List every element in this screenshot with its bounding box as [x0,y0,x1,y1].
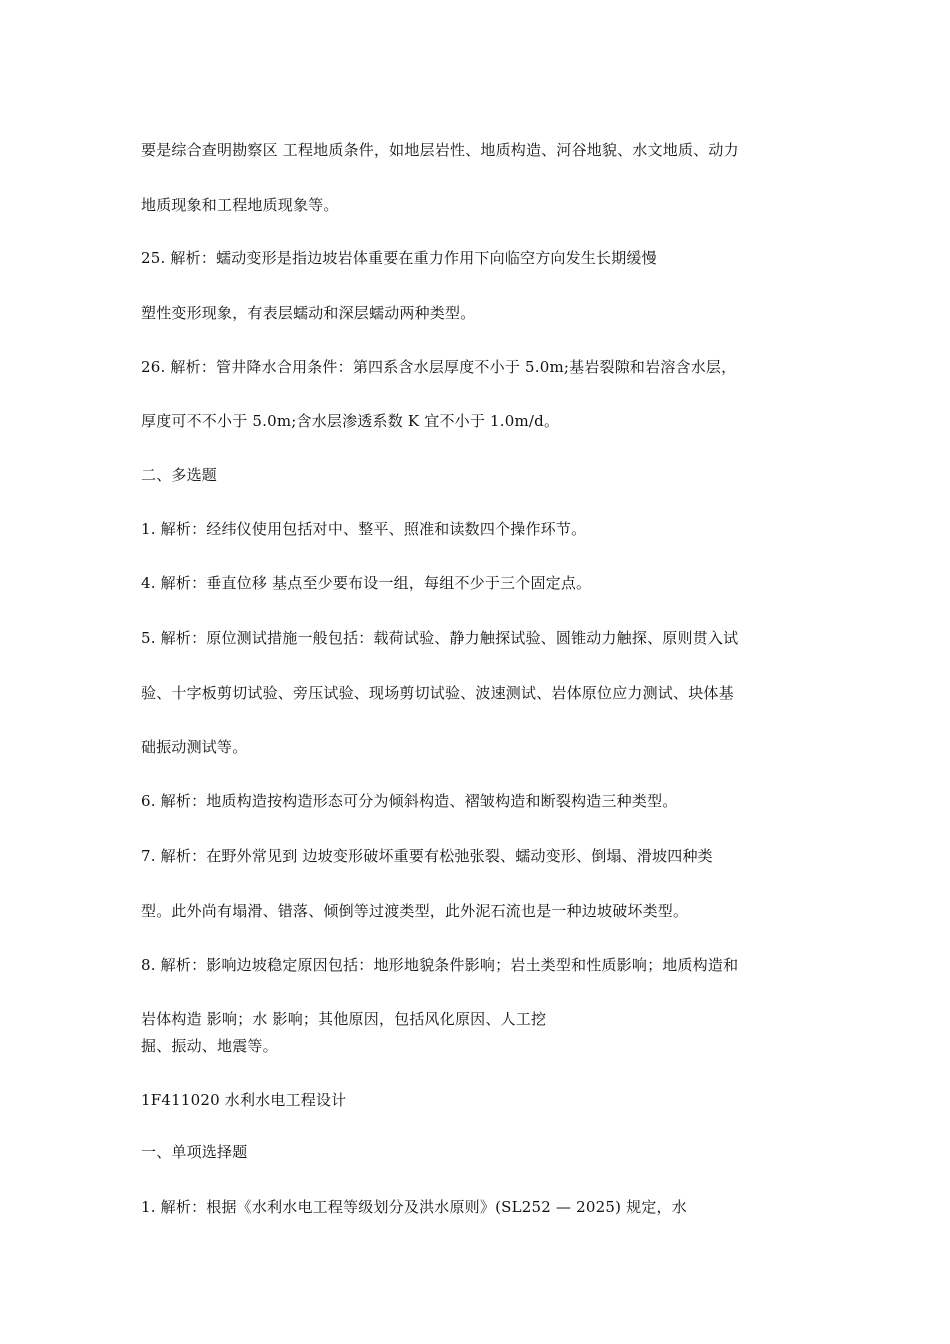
section-heading: 1F411020 水利水电工程设计 [141,1091,347,1109]
text-line: 塑性变形现象，有表层蠕动和深层蠕动两种类型。 [141,304,476,322]
text-line: 26. 解析：管井降水合用条件：第四系含水层厚度不小于 5.0m;基岩裂隙和岩溶含水层， [141,358,737,376]
text-line: 1. 解析：经纬仪使用包括对中、整平、照准和读数四个操作环节。 [141,520,587,538]
text-line: 地质现象和工程地质现象等。 [141,196,339,214]
section-heading: 一、单项选择题 [141,1143,248,1161]
text-line: 8. 解析：影响边坡稳定原因包括：地形地貌条件影响；岩土类型和性质影响；地质构造和 [141,956,739,974]
text-line: 1. 解析：根据《水利水电工程等级划分及洪水原则》(SL252 — 2025) 规定，水 [141,1198,687,1216]
text-line: 5. 解析：原位测试措施一般包括：载荷试验、静力触探试验、圆锥动力触探、原则贯入试 [141,629,739,647]
section-heading: 二、多选题 [141,466,218,484]
text-line: 4. 解析：垂直位移 基点至少要布设一组，每组不少于三个固定点。 [141,574,592,592]
text-line: 25. 解析：蠕动变形是指边坡岩体重要在重力作用下向临空方向发生长期缓慢 [141,249,657,267]
text-line: 6. 解析：地质构造按构造形态可分为倾斜构造、褶皱构造和断裂构造三种类型。 [141,792,678,810]
text-line: 掘、振动、地震等。 [141,1037,278,1055]
text-line: 础振动测试等。 [141,738,248,756]
text-line: 厚度可不不小于 5.0m;含水层渗透系数 K 宜不小于 1.0m/d。 [141,412,560,430]
text-line: 要是综合查明勘察区 工程地质条件，如地层岩性、地质构造、河谷地貌、水文地质、动力 [141,141,739,159]
text-line: 7. 解析：在野外常见到 边坡变形破坏重要有松弛张裂、蠕动变形、倒塌、滑坡四种类 [141,847,713,865]
text-line: 型。此外尚有塌滑、错落、倾倒等过渡类型，此外泥石流也是一种边坡破坏类型。 [141,902,689,920]
text-line: 岩体构造 影响；水 影响；其他原因，包括风化原因、人工挖 [141,1010,547,1028]
text-line: 验、十字板剪切试验、旁压试验、现场剪切试验、波速测试、岩体原位应力测试、块体基 [141,684,734,702]
